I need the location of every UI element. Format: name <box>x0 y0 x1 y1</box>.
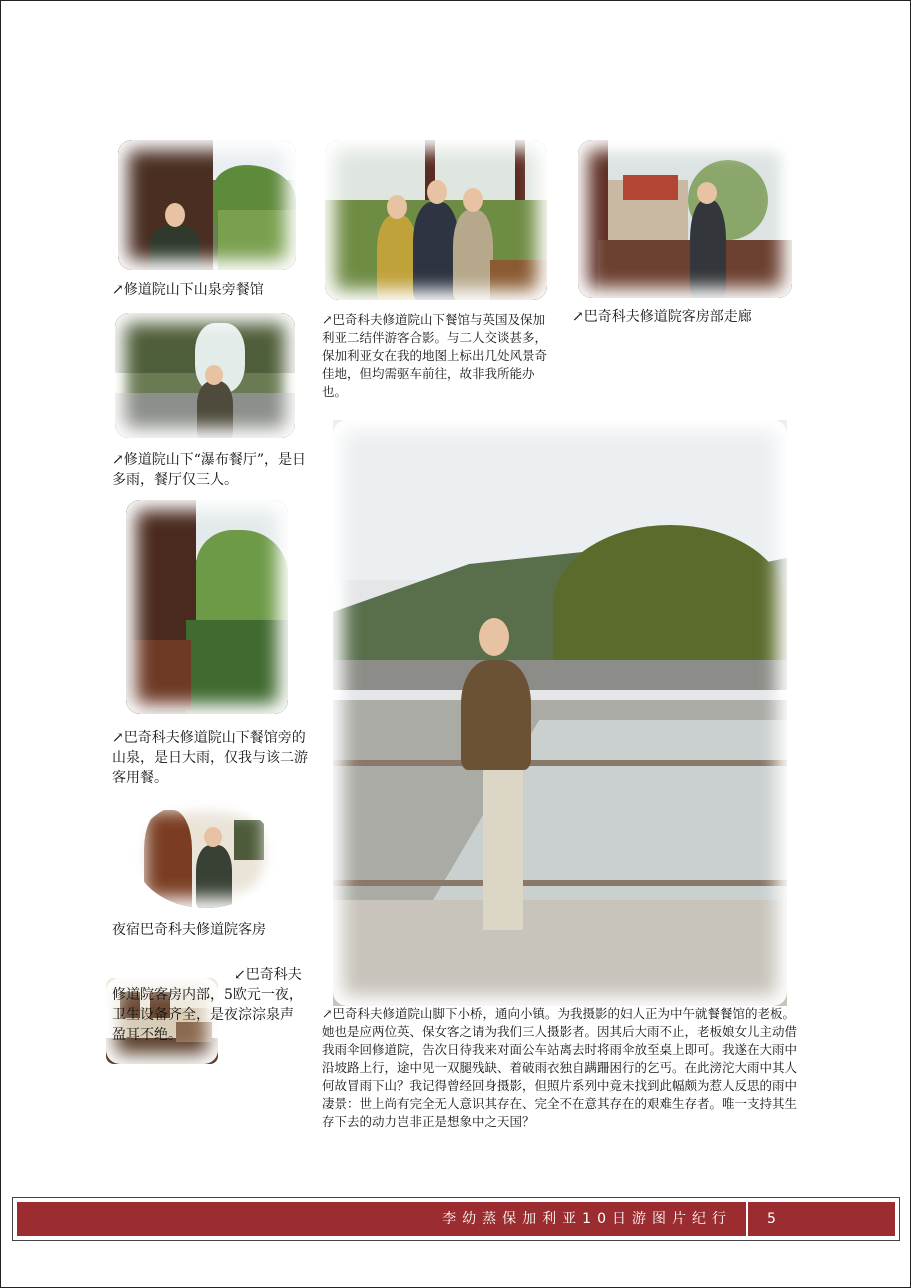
caption-restaurant-spring: ↗修道院山下山泉旁餐馆 <box>112 282 264 298</box>
footer-title: 李幼蒸保加利亚10日游图片纪行 <box>442 1211 732 1227</box>
caption-guest-corridor: ↗巴奇科夫修道院客房部走廊 <box>572 309 752 325</box>
footer <box>12 1197 900 1241</box>
footer-separator <box>746 1202 748 1236</box>
footer-bar <box>17 1202 895 1236</box>
photo-group-with-tourists <box>325 140 547 300</box>
caption-guest-room-door: 夜宿巴奇科夫修道院客房 <box>112 922 266 938</box>
caption-room-interior: ↙巴奇科夫修道院客房内部，5欧元一夜，卫生设备齐全，是夜淙淙泉声盈耳不绝。 <box>112 967 303 1043</box>
photo-bridge-large <box>333 420 787 1006</box>
photo-guest-corridor <box>578 140 792 298</box>
page-number: 5 <box>767 1211 776 1227</box>
photo-waterfall-restaurant <box>115 313 295 438</box>
photo-guest-room-door <box>134 800 276 908</box>
photo-restaurant-spring <box>118 140 296 270</box>
caption-bridge-large: ↗巴奇科夫修道院山脚下小桥，通向小镇。为我摄影的妇人正为中午就餐餐馆的老板。她也是应两位英、保女客之请为我们三人摄影者。因其后大雨不止，老板娘女儿主动借我雨伞回修道院，告次日待我来对面公车站离去时将雨伞放至桌上即可。我遂在大雨中沿坡路上行，途中见一双腿残缺、着破雨衣独自蹒跚困行的乞丐。在此滂沱大雨中其人何故冒雨下山？我记得曾经回身摄影，但照片系列中竟未找到此幅颇为惹人反思的雨中凄景：世上尚有完全无人意识其存在、完全不在意其存在的艰难生存者。唯一支持其生存下去的动力岂非正是想象中之天国？ <box>322 1006 798 1129</box>
photo-spring-by-restaurant <box>126 500 288 714</box>
caption-spring-by-restaurant: ↗巴奇科夫修道院山下餐馆旁的山泉，是日大雨，仅我与该二游客用餐。 <box>112 730 308 786</box>
caption-group-with-tourists: ↗巴奇科夫修道院山下餐馆与英国及保加利亚二结伴游客合影。与二人交谈甚多，保加利亚女在我的地图上标出几处风景奇佳地，但均需驱车前往，故非我所能办也。 <box>322 312 548 399</box>
caption-waterfall-restaurant: ↗修道院山下“瀑布餐厅”，是日多雨，餐厅仅三人。 <box>112 452 307 488</box>
